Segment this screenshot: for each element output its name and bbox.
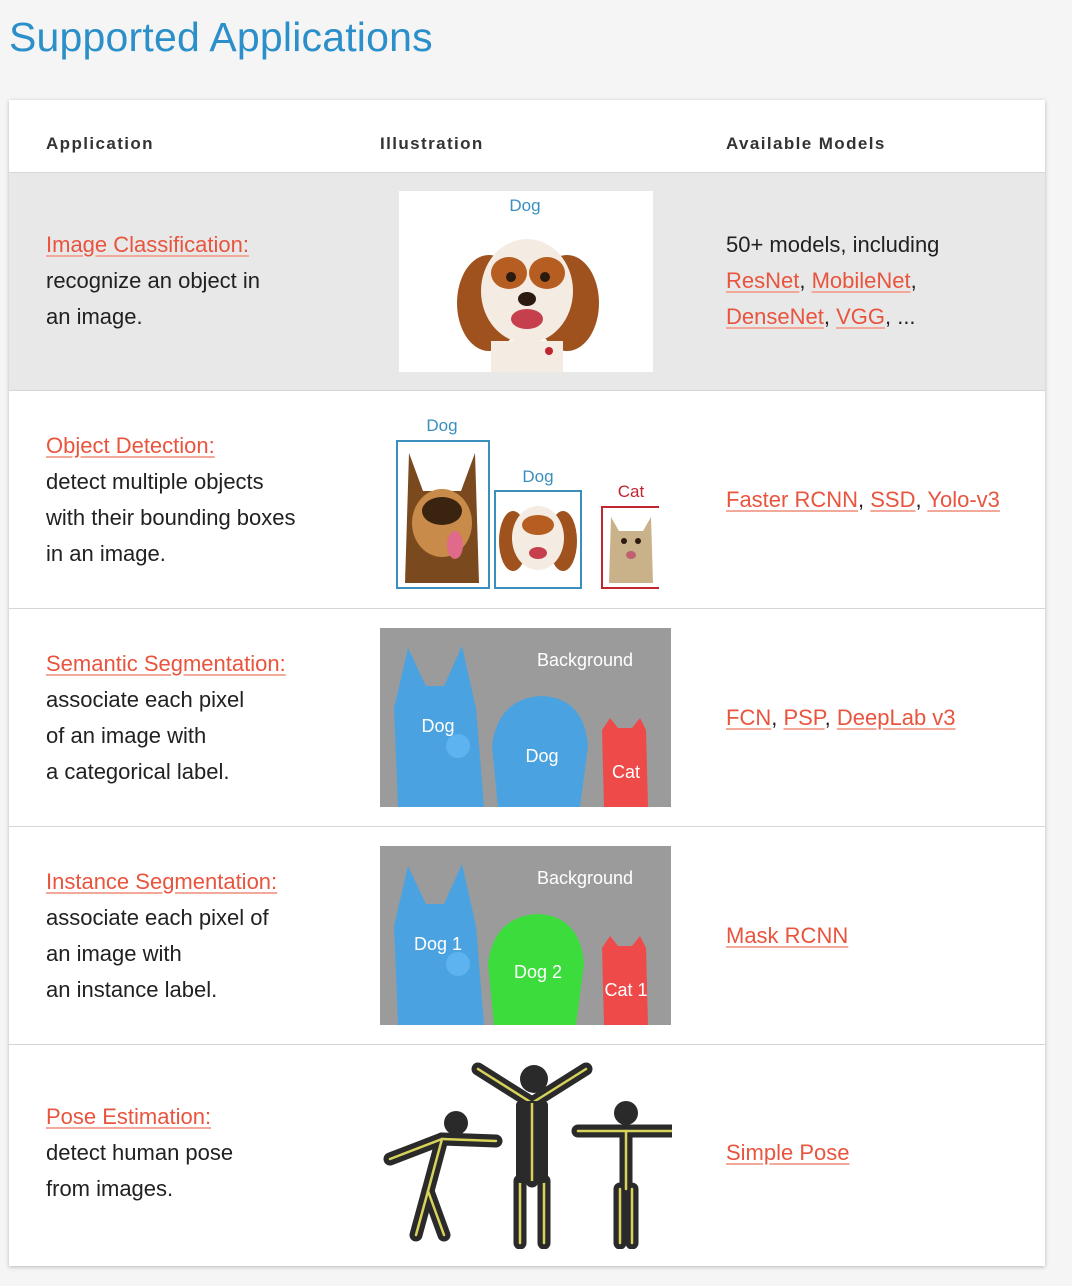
detection-label-dog: Dog [522,467,554,486]
instance-segmentation-link[interactable]: Instance Segmentation: [46,869,278,894]
semantic-segmentation-link[interactable]: Semantic Segmentation: [46,651,286,676]
faster-rcnn-link[interactable]: Faster RCNN [726,487,859,512]
table-row-semantic-segmentation [9,609,1045,827]
description-line: recognize an object in [46,268,261,293]
semantic-segmentation-illustration [380,628,671,807]
ssd-link[interactable]: SSD [870,487,916,512]
models-prefix: 50+ models, including [726,232,940,257]
mobilenet-link[interactable]: MobileNet [811,268,911,293]
description-line: of an image with [46,723,207,748]
description-line: in an image. [46,541,166,566]
fcn-link[interactable]: FCN [726,705,772,730]
detection-label-dog: Dog [426,416,458,435]
models-cell: Faster RCNN, SSD, Yolo-v3 [726,487,1000,512]
object-detection-link[interactable]: Object Detection: [46,433,215,458]
segmentation-label-dog-2: Dog 2 [513,962,563,982]
page-title: Supported Applications [9,14,433,60]
segmentation-label-background: Background [536,868,634,888]
instance-segmentation-illustration [380,846,671,1025]
description-line: with their bounding boxes [46,505,296,530]
description-line: detect human pose [46,1140,234,1165]
description-line: detect multiple objects [46,469,264,494]
object-detection-illustration [389,413,659,593]
pose-estimation-illustration [380,1059,672,1249]
application-cell [46,428,296,572]
segmentation-label-dog: Dog [525,746,559,766]
description-line: from images. [46,1176,174,1201]
dog-classification-illustration [399,191,653,372]
application-cell [46,227,260,335]
densenet-link[interactable]: DenseNet [726,304,824,329]
table-row-image-classification [9,173,1045,391]
models-cell: 50+ models, including ResNet, MobileNet, DenseNet, VGG, ... [726,232,940,329]
resnet-link[interactable]: ResNet [726,268,800,293]
segmentation-label-cat-1: Cat 1 [604,980,648,1000]
segmentation-label-dog: Dog [421,716,455,736]
application-cell [46,646,286,790]
models-cell [726,918,848,954]
description-line: associate each pixel [46,687,245,712]
image-classification-link[interactable]: Image Classification: [46,232,249,257]
table-row-object-detection [9,391,1045,609]
vgg-link[interactable]: VGG [836,304,885,329]
description-line: a categorical label. [46,759,230,784]
mask-rcnn-link[interactable]: Mask RCNN [726,923,849,948]
pose-estimation-link[interactable]: Pose Estimation: [46,1104,212,1129]
application-cell [46,864,277,1008]
table-header [9,100,1045,173]
simple-pose-link[interactable]: Simple Pose [726,1140,850,1165]
detection-label-cat: Cat [617,482,645,501]
segmentation-label-cat: Cat [611,762,641,782]
applications-table [9,100,1045,1266]
segmentation-label-dog-1: Dog 1 [413,934,463,954]
table-row-pose-estimation [9,1045,1045,1266]
description-line: an image with [46,941,182,966]
header-application: Application [46,134,154,153]
application-cell [46,1099,233,1207]
description-line: an image. [46,304,143,329]
models-cell: FCN, PSP, DeepLab v3 [726,705,956,730]
table-row-instance-segmentation [9,827,1045,1045]
header-illustration: Illustration [380,134,484,153]
description-line: an instance label. [46,977,218,1002]
yolo-v3-link[interactable]: Yolo-v3 [927,487,1000,512]
description-line: associate each pixel of [46,905,269,930]
deeplab-v3-link[interactable]: DeepLab v3 [836,705,956,730]
segmentation-label-background: Background [536,650,634,670]
header-available-models: Available Models [726,134,886,153]
models-cell [726,1135,850,1171]
models-suffix: , ... [884,304,916,329]
classification-label: Dog [509,196,541,215]
psp-link[interactable]: PSP [783,705,825,730]
